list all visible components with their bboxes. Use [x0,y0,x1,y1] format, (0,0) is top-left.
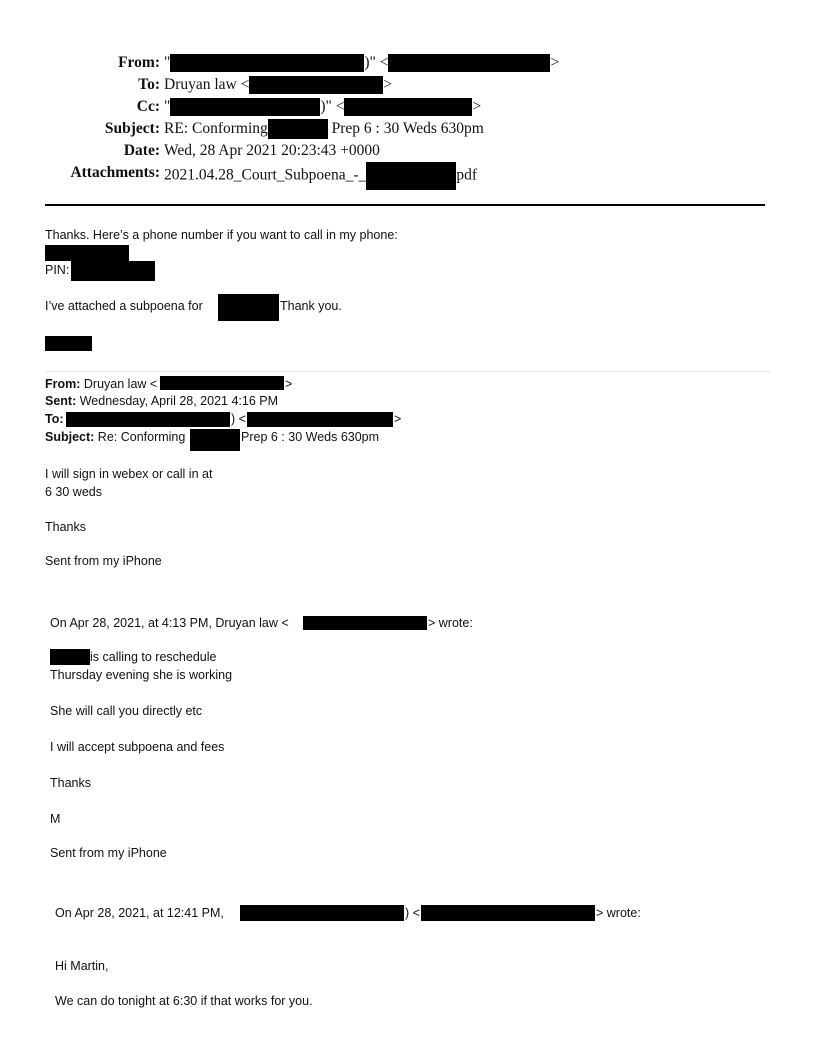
header-date-label: Date: [123,142,160,159]
header-from-label: From: [118,54,160,71]
header-subject-value [164,118,484,140]
redaction-signature [45,336,92,351]
cc-suffix: > [472,98,482,115]
redaction [160,376,284,390]
redaction [170,54,364,72]
cc-mid: )" < [320,98,345,115]
quote1-sent-from: Sent from my iPhone [50,846,167,860]
redaction [247,412,393,427]
reply1-from-label: From: [45,377,81,391]
header-date-row [0,140,816,162]
reply1-subject-post: Prep 6 : 30 Weds 630pm [241,430,380,444]
reply1-to-suffix: > [394,412,402,426]
reply1-sent-label: Sent: [45,394,77,408]
redaction [66,412,230,427]
header-to-label: To: [138,76,160,93]
header-attachments-label: Attachments: [70,164,160,181]
reply1-sent-value: Wednesday, April 28, 2021 4:16 PM [76,394,278,408]
to-name: Druyan law < [164,76,250,93]
quote2-intro-mid: ) < [405,906,420,920]
subject-pre: RE: Conforming [164,120,268,137]
pin-label: PIN: [45,263,70,277]
reply1-subject-label: Subject: [45,430,95,444]
quote1-intro-post: > wrote: [428,616,473,630]
from-suffix: > [550,54,560,71]
reply1-from-value: Druyan law < [80,377,158,391]
header-to-value [164,74,392,96]
body-subpoena-line [45,298,203,314]
redaction [170,98,320,116]
quote1-line4: I will accept subpoena and fees [50,740,225,754]
quote1-intro: On Apr 28, 2021, at 4:13 PM, Druyan law < [50,616,289,630]
redaction [344,98,472,116]
from-prefix: " [164,54,171,71]
header-divider [45,204,765,206]
header-from-row [0,52,816,74]
redaction [421,905,595,921]
redaction [268,119,328,139]
email-header [0,52,816,184]
reply1-sent [45,393,278,409]
reply1-line1: I will sign in webex or call in at [45,467,213,481]
redaction-pin [71,261,155,281]
quote1-line2: Thursday evening she is working [50,668,233,682]
header-subject-row [0,118,816,140]
header-cc-row [0,96,816,118]
reply1-subject [45,429,185,445]
reply1-to-label: To: [45,412,64,426]
header-cc-label: Cc: [136,98,160,115]
redaction [388,54,550,72]
header-attachments-value[interactable] [164,162,477,190]
to-suffix: > [383,76,393,93]
redaction-subpoena-name [218,294,279,321]
redaction [240,905,404,921]
quote1-sig: M [50,812,61,826]
attachment-pre[interactable]: 2021.04.28_Court_Subpoena_-_ [164,166,367,184]
reply1-subject-pre: Re: Conforming [94,430,186,444]
reply1-from [45,376,157,392]
reply1-to-mid: ) < [231,412,246,426]
header-attachments-row [0,162,816,184]
attachment-post[interactable]: pdf [456,166,478,184]
reply1-to [45,411,64,427]
quote1-thanks: Thanks [50,776,91,790]
subpoena-pre: I’ve attached a subpoena for [45,299,203,313]
header-date-value: Wed, 28 Apr 2021 20:23:43 +0000 [164,142,380,159]
quote1-line1: is calling to reschedule [90,650,217,664]
quote2-line1: We can do tonight at 6:30 if that works for you. [55,994,313,1008]
reply1-thanks: Thanks [45,520,86,534]
reply-divider [45,371,771,372]
redaction [249,76,383,94]
from-mid: )" < [364,54,389,71]
subject-post: Prep 6 : 30 Weds 630pm [331,120,484,137]
body-pin-line [45,262,69,278]
subpoena-post: Thank you. [280,299,342,313]
reply1-line2: 6 30 weds [45,485,102,499]
reply1-from-suffix: > [285,377,293,391]
header-to-row [0,74,816,96]
quote1-line3: She will call you directly etc [50,704,203,718]
header-cc-value [164,96,481,118]
redaction-phone [45,245,129,261]
header-from-value [164,52,559,74]
quote2-intro-post: > wrote: [596,906,641,920]
body-thanks-line: Thanks. Here’s a phone number if you want to call in my phone: [45,228,398,242]
cc-prefix: " [164,98,171,115]
redaction [366,162,456,190]
quote2-intro: On Apr 28, 2021, at 12:41 PM, [55,906,224,920]
redaction [50,649,90,665]
quote2-greeting: Hi Martin, [55,959,109,973]
redaction [190,429,240,451]
header-subject-label: Subject: [104,120,160,137]
redaction [303,616,427,630]
reply1-sent-from: Sent from my iPhone [45,554,162,568]
